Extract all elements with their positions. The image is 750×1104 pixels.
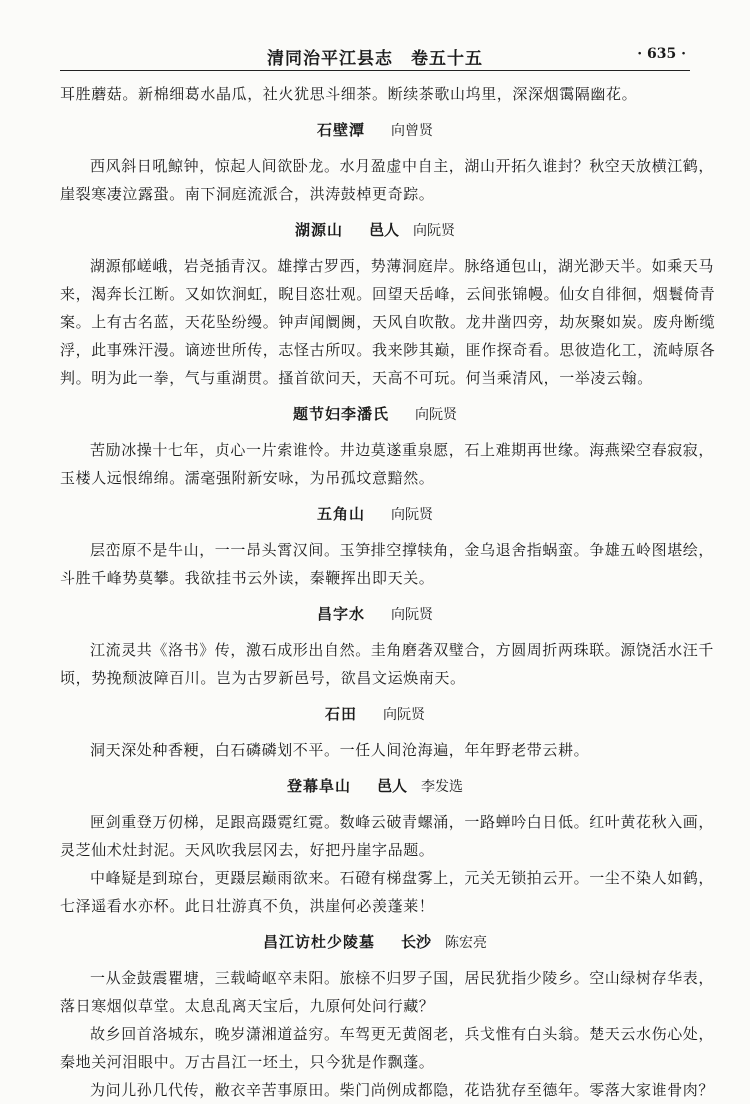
running-header <box>60 40 690 71</box>
poem-title-name: 登幕阜山 <box>286 777 351 795</box>
text-line: 一从金鼓震瞿塘，三载崎岖卒耒阳。旅榇不归罗子国，居民犹指少陵乡。空山绿树存华表， <box>90 969 715 987</box>
poem-title-name: 石田 <box>324 705 357 723</box>
text-line: 洞天深处种香粳，白石磷磷划不平。一任人间沧海遍，年年野老带云耕。 <box>90 741 590 759</box>
text-line: 顷，势挽颓波障百川。岂为古罗新邑号，欲昌文运焕南天。 <box>60 669 466 687</box>
poem-title <box>60 216 690 244</box>
poem-author-origin: 邑人 <box>377 777 408 795</box>
page-number: · 635 · <box>637 46 686 62</box>
poem-title-name: 昌字水 <box>316 605 365 623</box>
text-line: 案。上有古名蓝，天花坠纷缦。钟声闻阛阓，天风自吹散。龙井凿四旁，劫灰聚如炭。废舟断缆 <box>60 313 716 331</box>
poem-author: 向曾贤 <box>391 123 433 139</box>
poem-title <box>60 700 690 728</box>
text-line: 湖源郁嵯峨，岩尧插青汉。雄撑古罗西，势薄洞庭岸。脉络通包山，湖光渺天半。如乘天马 <box>90 257 715 275</box>
poem-author: 向阮贤 <box>413 223 456 239</box>
poem-title-name: 昌江访杜少陵墓 <box>262 933 375 951</box>
poem-author: 向阮贤 <box>391 607 433 623</box>
poem-title-name: 题节妇李潘氏 <box>292 405 389 423</box>
text-line: 判。明为此一拳，气与重湖贯。搔首欲问天，天高不可玩。何当乘清风，一举凌云翰。 <box>60 369 653 387</box>
poem-title <box>60 500 690 528</box>
text-line: 江流灵共《洛书》传，激石成形出自然。圭角磨砻双璧合，方圆周折两珠联。源饶活水汪千 <box>90 641 715 659</box>
poem-title <box>60 116 690 144</box>
text-line: 灵芝仙术灶封泥。天风吹我层冈去，好把丹崖字品题。 <box>60 841 435 859</box>
text-line: 层峦原不是牛山，一一昂头霄汉间。玉笋排空撑犊角，金乌退舍指蜗蛮。争雄五岭图堪绘， <box>90 541 715 559</box>
text-line: 故乡回首洛城东，晚岁潇湘道益穷。车驾更无黄阁老，兵戈惟有白头翁。楚天云水伤心处， <box>90 1025 715 1043</box>
text-line: 斗胜千峰势莫攀。我欲挂书云外读，秦鞭挥出即天关。 <box>60 569 435 587</box>
text-line: 来，渴奔长江断。又如饮涧虹，睨目恣壮观。回望天岳峰，云间张锦幔。仙女自徘徊，烟鬟倚青 <box>60 285 716 303</box>
poem-title-name: 湖源山 <box>294 221 343 239</box>
text-line: 西风斜日吼鲸钟，惊起人间欲卧龙。水月盈虚中自主，湖山开拓久谁封？秋空天放横江鹤， <box>90 157 715 175</box>
poem-title-name: 五角山 <box>316 505 365 523</box>
poem-title-name: 石壁潭 <box>316 121 365 139</box>
poem-title <box>60 400 690 428</box>
poem-title <box>60 600 690 628</box>
text-line: 中峰疑是到琼台，更蹑层巅雨欲来。石磴有梯盘雾上，元关无锁拍云开。一尘不染人如鹤， <box>90 869 715 887</box>
text-line: 耳胜蘑菇。新棉细葛水晶瓜，社火犹思斗细茶。断续茶歌山坞里，深深烟霭隔幽花。 <box>60 85 638 103</box>
header-title: 清同治平江县志 卷五十五 <box>267 49 483 69</box>
text-line: 匣剑重登万仞梯，足跟高蹑霓红霓。数峰云破青螺涌，一路蝉吟白日低。红叶黄花秋入画， <box>90 813 715 831</box>
poem-author: 陈宏亮 <box>445 935 488 951</box>
poem-title <box>60 772 690 800</box>
text-line: 落日寒烟似草堂。太息乱离天宝后，九原何处问行藏？ <box>60 997 435 1015</box>
text-line: 为问儿孙几代传，敝衣辛苦事原田。柴门尚例成都隐，花诰犹存至德年。零落大家谁骨肉？ <box>90 1081 715 1099</box>
poem-author: 李发选 <box>421 779 464 795</box>
text-line: 浮，此事殊汗漫。谪迹世所传，志怪古所叹。我来陟其巅，匪作探奇看。思彼造化工，流峙原各 <box>60 341 716 359</box>
poem-title <box>60 928 690 956</box>
text-line: 玉楼人远恨绵绵。濡毫强附新安咏，为吊孤坟意黯然。 <box>60 469 435 487</box>
poem-author: 向阮贤 <box>415 407 457 423</box>
text-line: 崖裂寒凄泣露蛩。南下洞庭流派合，洪涛鼓棹更奇踪。 <box>60 185 435 203</box>
text-line: 苦励冰操十七年，贞心一片索谁怜。井边莫遂重泉愿，石上难期再世缘。海燕梁空春寂寂， <box>90 441 715 459</box>
poem-author-origin: 邑人 <box>369 221 400 239</box>
body-text <box>60 80 716 1104</box>
poem-author: 向阮贤 <box>383 707 425 723</box>
poem-author-origin: 长沙 <box>401 933 432 951</box>
poem-author: 向阮贤 <box>391 507 433 523</box>
text-line: 七泽遥看水亦杯。此日壮游真不负，洪崖何必羡蓬莱！ <box>60 897 435 915</box>
text-line: 秦地关河泪眼中。万古昌江一坯土，只今犹是作飘蓬。 <box>60 1053 435 1071</box>
